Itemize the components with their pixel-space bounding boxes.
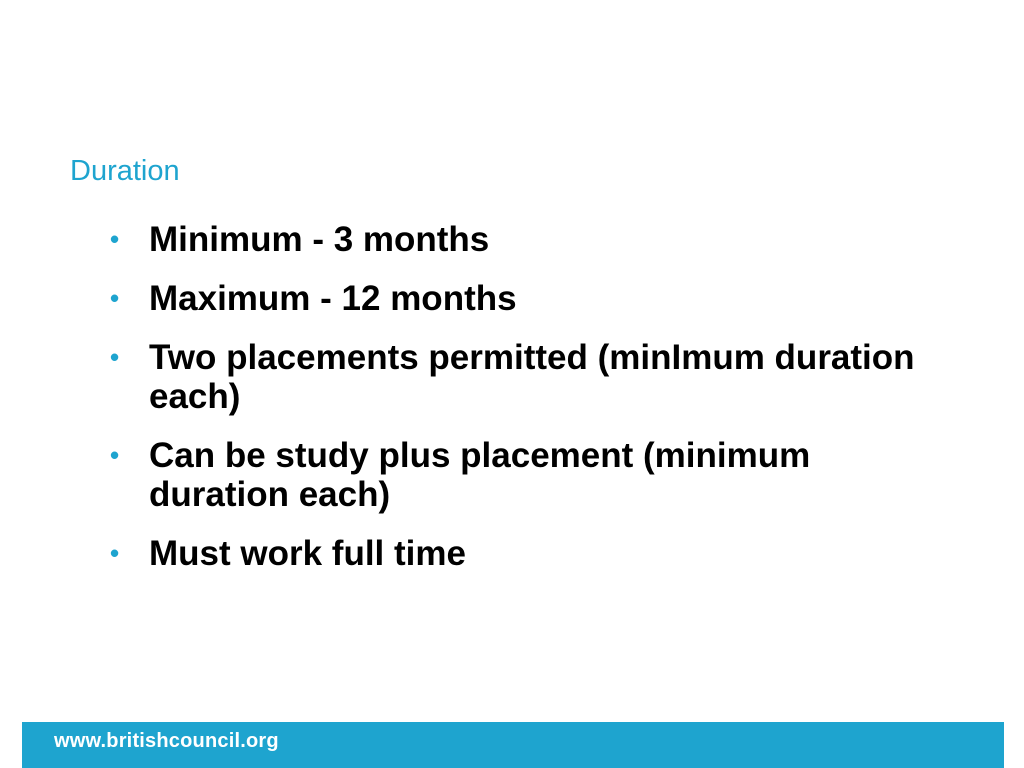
bullet-item: [110, 534, 930, 573]
footer-url-link[interactable]: www.britishcouncil.org: [54, 730, 279, 752]
bullet-item: [110, 338, 930, 416]
bullet-text: Two placements permitted (minImum duration each): [149, 338, 915, 416]
bullet-item: [110, 436, 930, 514]
bullet-marker-icon: •: [110, 440, 120, 470]
bullet-marker-icon: •: [110, 538, 120, 568]
bullet-item: [110, 220, 930, 259]
bullet-list: [110, 220, 930, 593]
bullet-marker-icon: •: [110, 224, 120, 254]
footer-bar: [22, 722, 1004, 768]
bullet-text: Can be study plus placement (minimum duration each): [149, 436, 811, 514]
bullet-item: [110, 279, 930, 318]
bullet-marker-icon: •: [110, 283, 120, 313]
bullet-text: Minimum - 3 months: [149, 220, 490, 259]
bullet-text: Must work full time: [149, 534, 466, 573]
bullet-text: Maximum - 12 months: [149, 279, 517, 318]
slide-title: Duration: [70, 155, 180, 187]
bullet-marker-icon: •: [110, 342, 120, 372]
